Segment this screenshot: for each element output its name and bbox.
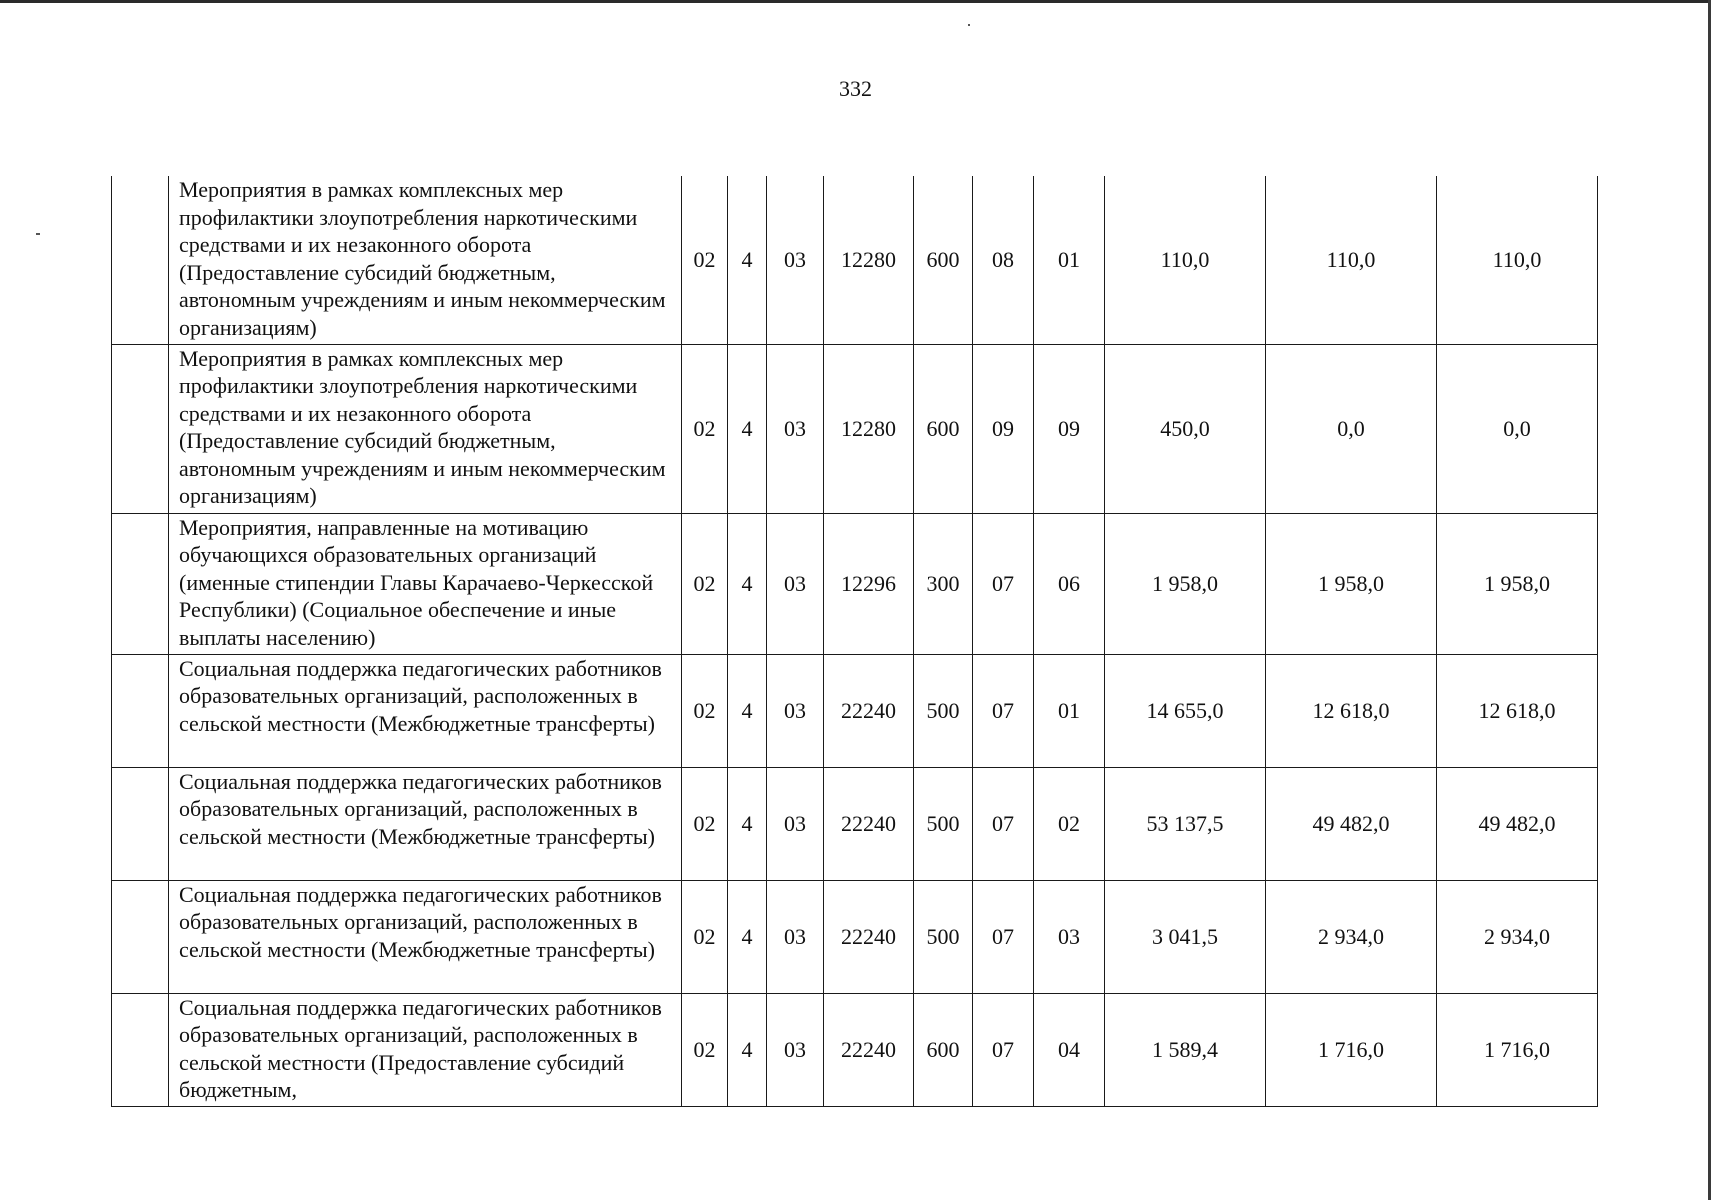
amount-year-3: 1 716,0 [1437,993,1598,1106]
code-expense-type: 500 [914,654,973,767]
row-index-cell [112,767,169,880]
code-program-type: 4 [728,767,767,880]
code-program-type: 4 [728,880,767,993]
code-subsection: 06 [1034,513,1105,654]
amount-year-3: 49 482,0 [1437,767,1598,880]
amount-year-2: 2 934,0 [1266,880,1437,993]
row-description: Мероприятия в рамках комплексных мер профилактики злоупотребления наркотическими средствами и их незаконного оборота (Предоставление субсидий бюджетным, автономным учреждениям и иным некоммерческим организациям) [169,344,682,513]
page-number: 332 [839,76,872,101]
amount-year-3: 12 618,0 [1437,654,1598,767]
row-index-cell [112,344,169,513]
amount-year-1: 3 041,5 [1105,880,1266,993]
amount-year-3: 0,0 [1437,344,1598,513]
row-index-cell [112,880,169,993]
code-subprogram: 03 [767,654,824,767]
amount-year-2: 12 618,0 [1266,654,1437,767]
amount-year-1: 450,0 [1105,344,1266,513]
code-expense-type: 300 [914,513,973,654]
code-subsection: 03 [1034,880,1105,993]
row-description: Социальная поддержка педагогических работников образовательных организаций, расположенных в сельской местности (Предоставление субсидий бюджетным, [169,993,682,1106]
table-row [112,344,1598,513]
code-section: 07 [973,993,1034,1106]
code-direction: 12296 [824,513,914,654]
code-program-type: 4 [728,513,767,654]
amount-year-2: 110,0 [1266,176,1437,344]
code-subprogram: 03 [767,513,824,654]
amount-year-2: 1 958,0 [1266,513,1437,654]
code-ministry: 02 [682,513,728,654]
code-section: 07 [973,880,1034,993]
code-program-type: 4 [728,993,767,1106]
budget-table [111,176,1598,1107]
code-direction: 22240 [824,767,914,880]
code-subprogram: 03 [767,880,824,993]
amount-year-1: 1 589,4 [1105,993,1266,1106]
table-row [112,880,1598,993]
row-description: Мероприятия, направленные на мотивацию обучающихся образовательных организаций (именные стипендии Главы Карачаево-Черкесской Республики) (Социальное обеспечение и иные выплаты населению) [169,513,682,654]
amount-year-1: 14 655,0 [1105,654,1266,767]
row-description: Социальная поддержка педагогических работников образовательных организаций, расположенных в сельской местности (Межбюджетные трансферты) [169,654,682,767]
code-ministry: 02 [682,880,728,993]
table-row [112,654,1598,767]
code-direction: 12280 [824,176,914,344]
code-subsection: 02 [1034,767,1105,880]
code-subprogram: 03 [767,767,824,880]
code-ministry: 02 [682,176,728,344]
code-section: 09 [973,344,1034,513]
amount-year-2: 0,0 [1266,344,1437,513]
table-row [112,513,1598,654]
table-row [112,767,1598,880]
code-ministry: 02 [682,993,728,1106]
code-direction: 22240 [824,993,914,1106]
code-ministry: 02 [682,767,728,880]
code-subprogram: 03 [767,176,824,344]
code-subsection: 04 [1034,993,1105,1106]
amount-year-2: 1 716,0 [1266,993,1437,1106]
code-program-type: 4 [728,654,767,767]
code-subprogram: 03 [767,993,824,1106]
code-program-type: 4 [728,344,767,513]
table-row [112,993,1598,1106]
code-direction: 22240 [824,654,914,767]
amount-year-3: 2 934,0 [1437,880,1598,993]
code-subsection: 09 [1034,344,1105,513]
code-section: 08 [973,176,1034,344]
row-index-cell [112,654,169,767]
amount-year-3: 1 958,0 [1437,513,1598,654]
amount-year-3: 110,0 [1437,176,1598,344]
code-section: 07 [973,513,1034,654]
row-description: Социальная поддержка педагогических работников образовательных организаций, расположенных в сельской местности (Межбюджетные трансферты) [169,767,682,880]
code-subsection: 01 [1034,654,1105,767]
row-index-cell [112,176,169,344]
code-direction: 12280 [824,344,914,513]
amount-year-1: 1 958,0 [1105,513,1266,654]
amount-year-1: 53 137,5 [1105,767,1266,880]
row-index-cell [112,993,169,1106]
code-ministry: 02 [682,344,728,513]
code-section: 07 [973,654,1034,767]
code-subprogram: 03 [767,344,824,513]
scan-speck [36,233,40,235]
row-description: Социальная поддержка педагогических работников образовательных организаций, расположенных в сельской местности (Межбюджетные трансферты) [169,880,682,993]
code-program-type: 4 [728,176,767,344]
row-description: Мероприятия в рамках комплексных мер профилактики злоупотребления наркотическими средствами и их незаконного оборота (Предоставление субсидий бюджетным, автономным учреждениям и иным некоммерческим организациям) [169,176,682,344]
code-ministry: 02 [682,654,728,767]
scan-border-top [0,0,1711,3]
code-expense-type: 600 [914,344,973,513]
code-expense-type: 600 [914,176,973,344]
amount-year-2: 49 482,0 [1266,767,1437,880]
table-row [112,176,1598,344]
code-expense-type: 500 [914,880,973,993]
scan-speck [968,24,970,26]
code-direction: 22240 [824,880,914,993]
code-section: 07 [973,767,1034,880]
amount-year-1: 110,0 [1105,176,1266,344]
code-expense-type: 500 [914,767,973,880]
code-subsection: 01 [1034,176,1105,344]
row-index-cell [112,513,169,654]
code-expense-type: 600 [914,993,973,1106]
